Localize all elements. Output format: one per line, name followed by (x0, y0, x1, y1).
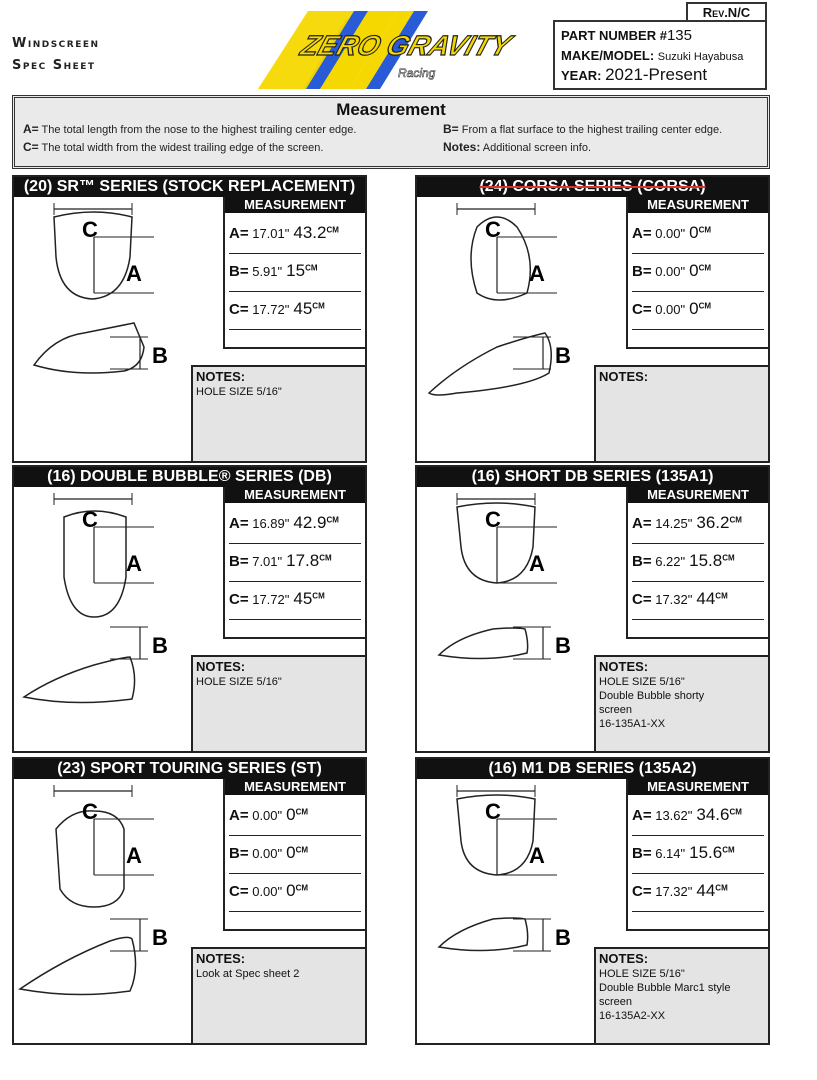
measurement-letter: B= (229, 553, 249, 570)
series-panel (415, 757, 770, 1045)
notes-line: Double Bubble shorty (599, 690, 705, 702)
measurement-letter: A= (632, 515, 652, 532)
cm-unit: CM (698, 263, 712, 273)
key-a-label: A= (23, 122, 39, 136)
cm-unit: CM (295, 807, 309, 817)
measurement-cm: 34.6 (696, 805, 730, 824)
sheet-title-line1: Windscreen (12, 36, 100, 51)
measurement-letter: B= (632, 845, 652, 862)
key-c-label: C= (23, 140, 39, 154)
measurement-letter: C= (632, 591, 652, 608)
measurement-cm: 45 (293, 299, 313, 318)
series-title-text: (16) DOUBLE BUBBLE® SERIES (DB) (47, 468, 332, 485)
notes-header: NOTES: (599, 369, 649, 384)
measurement-row-b (229, 551, 361, 582)
measurement-cm: 0 (286, 843, 296, 862)
measurement-inches: 5.91" (252, 264, 283, 279)
measurement-cm: 15 (286, 261, 306, 280)
measurement-inches: 0.00" (655, 226, 686, 241)
measurement-row-b (632, 261, 764, 292)
notes-line: Double Bubble Marc1 style (599, 982, 731, 994)
measurement-inches: 0.00" (655, 302, 686, 317)
part-info-box (553, 20, 767, 90)
zero-gravity-logo (248, 3, 518, 89)
measurement-cm: 0 (286, 881, 296, 900)
revision-label: Rev.N/C (686, 2, 767, 22)
cm-unit: CM (729, 807, 742, 817)
cm-unit: CM (729, 515, 742, 525)
diagram-label-a: A (126, 551, 142, 576)
series-title-text: (16) M1 DB SERIES (135A2) (488, 760, 697, 777)
notes-line: Look at Spec sheet 2 (196, 968, 300, 980)
cm-unit: CM (319, 553, 332, 563)
measurement-cm: 0 (689, 261, 699, 280)
measurement-row-a (632, 805, 764, 836)
notes-line: screen (599, 996, 633, 1008)
notes-header: NOTES: (196, 369, 246, 384)
measurement-cm: 15.8 (689, 551, 723, 570)
notes-text (599, 967, 765, 1023)
measurement-row-a (632, 513, 764, 544)
cm-unit: CM (312, 591, 325, 601)
notes-line: screen (599, 704, 633, 716)
cm-unit: CM (715, 883, 728, 893)
diagram-label-c: C (82, 799, 98, 824)
diagram-label-a: A (529, 551, 545, 576)
measurement-cm: 0 (286, 805, 296, 824)
measurement-row-c (229, 299, 361, 330)
notes-text (196, 967, 362, 981)
measurement-letter: A= (229, 807, 249, 824)
key-notes-text: Additional screen info. (482, 142, 592, 154)
measurement-inches: 0.00" (655, 264, 686, 279)
key-c-text: The total width from the widest trailing edge of the screen. (41, 142, 324, 154)
cm-unit: CM (295, 845, 309, 855)
series-title (14, 177, 365, 197)
measurement-letter: A= (632, 225, 652, 242)
cm-unit: CM (722, 845, 735, 855)
measurement-row-c (229, 881, 361, 912)
cm-unit: CM (312, 301, 325, 311)
notes-text (599, 675, 765, 731)
measurement-box (223, 779, 365, 931)
notes-line: HOLE SIZE 5/16" (196, 676, 282, 688)
measurement-letter: B= (229, 263, 249, 280)
series-title (14, 467, 365, 487)
windscreen-diagram (14, 197, 214, 459)
cm-unit: CM (295, 883, 309, 893)
measurement-letter: C= (229, 883, 249, 900)
diagram-label-c: C (485, 799, 501, 824)
make-model-label: MAKE/MODEL: (561, 48, 655, 63)
windscreen-diagram (417, 197, 617, 459)
series-title (14, 759, 365, 779)
measurement-inches: 17.72" (252, 302, 290, 317)
svg-text:ZERO GRAVITY: ZERO GRAVITY (296, 30, 515, 62)
measurement-inches: 16.89" (252, 516, 290, 531)
notes-text (196, 385, 362, 399)
diagram-label-b: B (555, 343, 571, 368)
measurement-box (626, 779, 768, 931)
series-title (417, 467, 768, 487)
notes-line: HOLE SIZE 5/16" (196, 386, 282, 398)
windscreen-diagram (417, 779, 617, 1041)
diagram-label-c: C (82, 507, 98, 532)
measurement-header: MEASUREMENT (225, 197, 365, 213)
diagram-label-b: B (152, 925, 168, 950)
measurement-inches: 17.01" (252, 226, 290, 241)
measurement-row-a (229, 223, 361, 254)
measurement-letter: B= (632, 553, 652, 570)
key-b-label: B= (443, 122, 459, 136)
measurement-row-a (229, 513, 361, 544)
notes-box (191, 655, 365, 751)
notes-line: 16-135A2-XX (599, 1010, 666, 1022)
key-notes-label: Notes: (443, 140, 481, 154)
measurement-inches: 0.00" (252, 884, 283, 899)
measurement-cm: 0 (689, 299, 699, 318)
part-number-value: 135 (666, 27, 692, 44)
measurement-letter: C= (632, 883, 652, 900)
cm-unit: CM (698, 225, 712, 235)
measurement-inches: 13.62" (655, 808, 693, 823)
measurement-header: MEASUREMENT (225, 779, 365, 795)
measurement-box (626, 487, 768, 639)
diagram-label-c: C (485, 217, 501, 242)
notes-header: NOTES: (196, 659, 246, 674)
notes-line: HOLE SIZE 5/16" (599, 968, 685, 980)
measurement-row-b (632, 843, 764, 874)
diagram-label-b: B (555, 633, 571, 658)
svg-text:Racing: Racing (398, 66, 436, 80)
measurement-cm: 44 (696, 881, 716, 900)
measurement-letter: C= (229, 301, 249, 318)
series-title-text: (23) SPORT TOURING SERIES (ST) (57, 760, 322, 777)
cm-unit: CM (722, 553, 735, 563)
diagram-label-a: A (126, 843, 142, 868)
notes-header: NOTES: (196, 951, 246, 966)
measurement-inches: 6.22" (655, 554, 686, 569)
series-panel (415, 175, 770, 463)
measurement-row-b (229, 261, 361, 292)
diagram-label-a: A (529, 261, 545, 286)
cm-unit: CM (715, 591, 728, 601)
key-a-text: The total length from the nose to the highest trailing center edge. (41, 124, 357, 136)
measurement-row-b (229, 843, 361, 874)
measurement-header: MEASUREMENT (628, 197, 768, 213)
measurement-row-c (229, 589, 361, 620)
measurement-row-a (229, 805, 361, 836)
diagram-label-b: B (152, 343, 168, 368)
measurement-letter: A= (229, 225, 249, 242)
measurement-header: MEASUREMENT (628, 487, 768, 503)
cm-unit: CM (305, 263, 318, 273)
notes-header: NOTES: (599, 659, 649, 674)
measurement-inches: 17.72" (252, 592, 290, 607)
measurement-letter: C= (229, 591, 249, 608)
notes-box (191, 365, 365, 461)
measurement-row-b (632, 551, 764, 582)
diagram-label-b: B (152, 633, 168, 658)
notes-box (191, 947, 365, 1043)
notes-header: NOTES: (599, 951, 649, 966)
series-panel (415, 465, 770, 753)
measurement-row-c (632, 589, 764, 620)
measurement-letter: B= (632, 263, 652, 280)
series-title-text: (16) SHORT DB SERIES (135A1) (471, 468, 714, 485)
measurement-inches: 0.00" (252, 808, 283, 823)
measurement-letter: B= (229, 845, 249, 862)
measurement-box (223, 197, 365, 349)
sheet-title-line2: Spec Sheet (12, 58, 96, 73)
measurement-row-c (632, 881, 764, 912)
measurement-inches: 7.01" (252, 554, 283, 569)
windscreen-diagram (417, 487, 617, 749)
notes-text (196, 675, 362, 689)
measurement-row-a (632, 223, 764, 254)
measurement-box (223, 487, 365, 639)
measurement-cm: 36.2 (696, 513, 730, 532)
measurement-cm: 44 (696, 589, 716, 608)
diagram-label-a: A (529, 843, 545, 868)
series-panel (12, 465, 367, 753)
series-title-text: (24) CORSA SERIES (CORSA) (479, 178, 706, 195)
key-b-text: From a flat surface to the highest trailing center edge. (461, 124, 723, 136)
notes-line: 16-135A1-XX (599, 718, 666, 730)
cm-unit: CM (326, 225, 339, 235)
measurement-cm: 43.2 (293, 223, 327, 242)
measurement-inches: 17.32" (655, 884, 693, 899)
measurement-row-c (632, 299, 764, 330)
measurement-header: MEASUREMENT (628, 779, 768, 795)
series-panel (12, 757, 367, 1045)
measurement-inches: 17.32" (655, 592, 693, 607)
notes-box (594, 365, 768, 461)
year-value: 2021-Present (605, 65, 708, 84)
diagram-label-a: A (126, 261, 142, 286)
measurement-inches: 6.14" (655, 846, 686, 861)
make-model-value: Suzuki Hayabusa (657, 51, 744, 63)
measurement-letter: C= (632, 301, 652, 318)
series-title (417, 177, 768, 197)
measurement-header: MEASUREMENT (225, 487, 365, 503)
measurement-key (12, 95, 770, 169)
notes-box (594, 655, 768, 751)
part-number-label: PART NUMBER # (561, 28, 667, 43)
cm-unit: CM (326, 515, 339, 525)
measurement-inches: 14.25" (655, 516, 693, 531)
year-label: YEAR: (561, 68, 602, 83)
series-title-text: (20) SR™ SERIES (STOCK REPLACEMENT) (23, 178, 356, 195)
series-title (417, 759, 768, 779)
diagram-label-c: C (82, 217, 98, 242)
measurement-cm: 45 (293, 589, 313, 608)
diagram-label-b: B (555, 925, 571, 950)
windscreen-diagram (14, 487, 214, 749)
measurement-key-title: Measurement (336, 100, 446, 119)
measurement-letter: A= (632, 807, 652, 824)
measurement-cm: 42.9 (293, 513, 327, 532)
measurement-cm: 15.6 (689, 843, 723, 862)
series-panel (12, 175, 367, 463)
measurement-letter: A= (229, 515, 249, 532)
windscreen-diagram (14, 779, 214, 1041)
measurement-box (626, 197, 768, 349)
cm-unit: CM (698, 301, 712, 311)
measurement-cm: 17.8 (286, 551, 320, 570)
notes-box (594, 947, 768, 1043)
notes-line: HOLE SIZE 5/16" (599, 676, 685, 688)
measurement-inches: 0.00" (252, 846, 283, 861)
measurement-cm: 0 (689, 223, 699, 242)
diagram-label-c: C (485, 507, 501, 532)
